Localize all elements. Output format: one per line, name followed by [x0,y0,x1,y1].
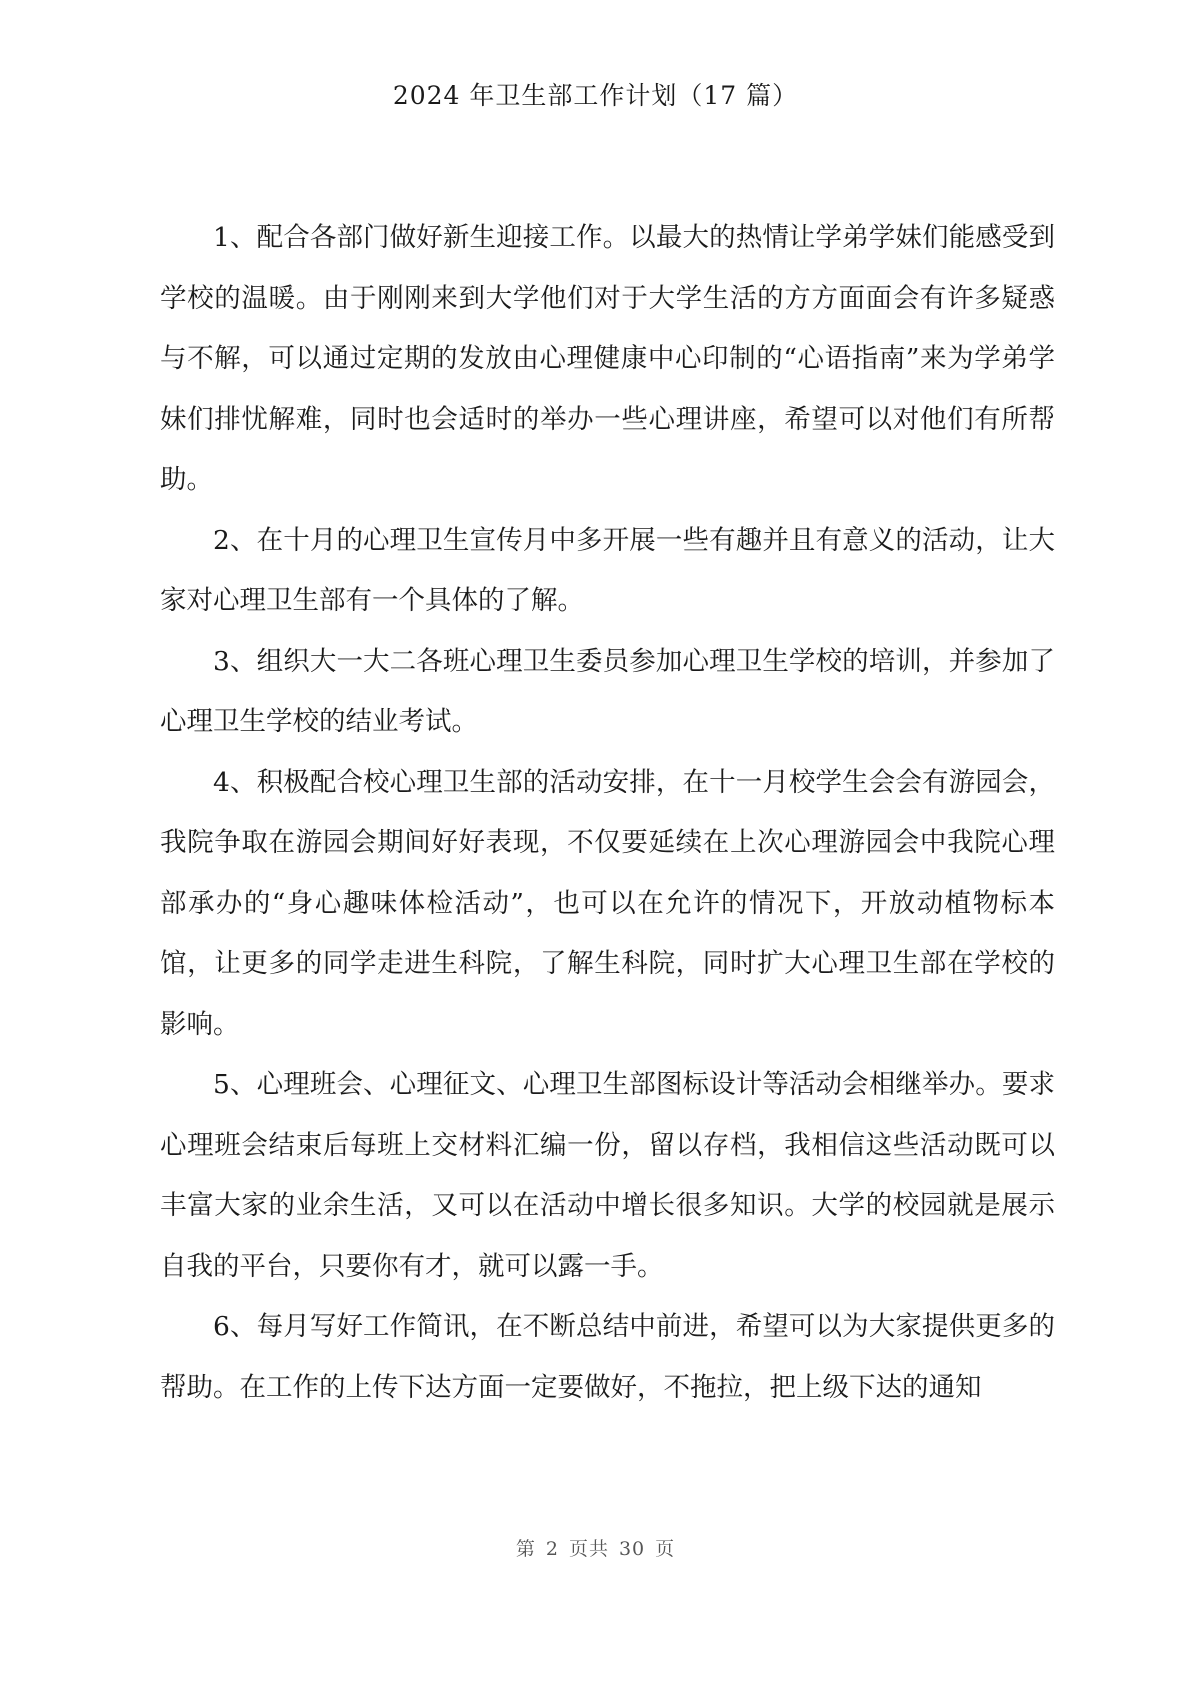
paragraph-1: 1、配合各部门做好新生迎接工作。以最大的热情让学弟学妹们能感受到学校的温暖。由于刚刚来到大学他们对于大学生活的方方面面会有许多疑惑与不解，可以通过定期的发放由心理健康中心印制的“心语指南”来为学弟学妹们排忧解难，同时也会适时的举办一些心理讲座，希望可以对他们有所帮助。 [160,222,1055,495]
page-title: 2024 年卫生部工作计划（17 篇） [392,81,799,110]
footer-total-pages: 30 [618,1538,646,1560]
paragraph-6: 6、每月写好工作简讯，在不断总结中前进，希望可以为大家提供更多的帮助。在工作的上传下达方面一定要做好，不拖拉，把上级下达的通知 [160,1311,1055,1403]
page-footer [0,1534,1191,1561]
paragraph-5: 5、心理班会、心理征文、心理卫生部图标设计等活动会相继举办。要求心理班会结束后每班上交材料汇编一份，留以存档，我相信这些活动既可以丰富大家的业余生活，又可以在活动中增长很多知识。大学的校园就是展示自我的平台，只要你有才，就可以露一手。 [160,1069,1055,1282]
paragraph-4: 4、积极配合校心理卫生部的活动安排，在十一月校学生会会有游园会，我院争取在游园会期间好好表现，不仅要延续在上次心理游园会中我院心理部承办的“身心趣味体检活动”，也可以在允许的情况下，开放动植物标本馆，让更多的同学走进生科院，了解生科院，同时扩大心理卫生部在学校的影响。 [160,766,1055,1040]
footer-prefix: 第 [515,1538,536,1560]
document-body [160,208,1055,1418]
footer-mid: 页共 [568,1538,609,1560]
footer-suffix: 页 [655,1538,676,1560]
paragraph-3: 3、组织大一大二各班心理卫生委员参加心理卫生学校的培训，并参加了心理卫生学校的结业考试。 [160,645,1055,737]
footer-page-number: 2 [545,1538,559,1560]
paragraph-2: 2、在十月的心理卫生宣传月中多开展一些有趣并且有意义的活动，让大家对心理卫生部有一个具体的了解。 [160,524,1055,616]
